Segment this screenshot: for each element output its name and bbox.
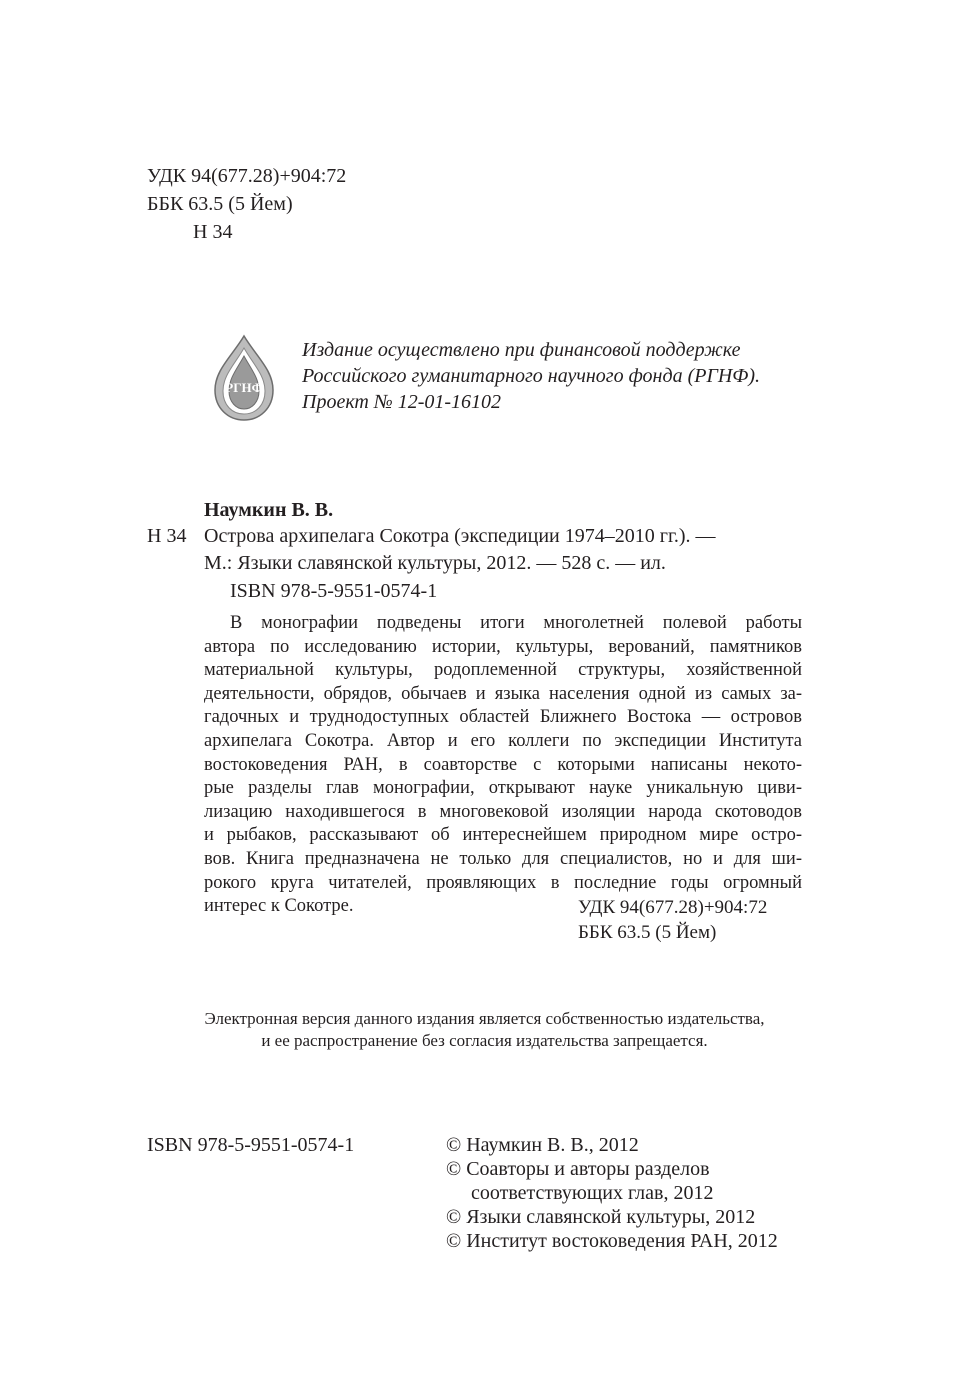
imprint-line: М.: Языки славянской культуры, 2012. — 528 с. — ил. xyxy=(204,552,666,574)
author-mark-top: Н 34 xyxy=(193,221,233,243)
udk-code-top: УДК 94(677.28)+904:72 xyxy=(147,165,347,187)
author-mark: Н 34 xyxy=(147,525,187,547)
notice-line: и ее распространение без согласия издательства запрещается. xyxy=(261,1031,708,1050)
notice-line: Электронная версия данного издания является собственностью издательства, xyxy=(204,1009,765,1028)
book-title-line: Острова архипелага Сокотра (экспедиции 1974–2010 гг.). — xyxy=(204,525,716,547)
copyright-notice xyxy=(0,1008,969,1052)
bbk-code-bottom: ББК 63.5 (5 Йем) xyxy=(578,922,717,943)
rgnf-logo-icon xyxy=(212,334,276,422)
footer-isbn: ISBN 978-5-9551-0574-1 xyxy=(147,1134,355,1156)
abstract-line: лизацию находившегося в многовековой изоляции народа скотоводов xyxy=(204,801,802,822)
abstract-line: востоковедения РАН, в соавторстве с которыми написаны некото- xyxy=(204,754,802,775)
copyright-line: соответствующих глав, 2012 xyxy=(471,1182,714,1204)
copyright-list xyxy=(446,1133,778,1253)
funding-statement xyxy=(302,337,760,415)
abstract-line: вов. Книга предназначена не только для специалистов, но и для ши- xyxy=(204,848,802,869)
abstract-line: рокого круга читателей, проявляющих в последние годы огромный xyxy=(204,872,802,893)
author-name: Наумкин В. В. xyxy=(204,499,334,521)
isbn-line: ISBN 978-5-9551-0574-1 xyxy=(230,580,438,602)
abstract-line: гадочных и труднодоступных областей Ближнего Востока — островов xyxy=(204,707,802,728)
rgnf-logo-text: РГНФ xyxy=(225,380,263,395)
abstract-line: деятельности, обрядов, обычаев и языка населения одной из самых за- xyxy=(204,683,802,704)
copyright-line: © Наумкин В. В., 2012 xyxy=(446,1134,639,1156)
abstract-line: архипелага Сокотра. Автор и его коллеги по экспедиции Института xyxy=(204,730,802,751)
abstract-line: автора по исследованию истории, культуры, верований, памятников xyxy=(204,636,802,657)
abstract-line: рые разделы глав монографии, открывают науке уникальную циви- xyxy=(204,778,802,799)
abstract xyxy=(204,612,802,919)
bbk-code-top: ББК 63.5 (5 Йем) xyxy=(147,193,293,215)
copyright-line: © Институт востоковедения РАН, 2012 xyxy=(446,1230,778,1252)
funding-line: Издание осуществлено при финансовой поддержке xyxy=(302,339,741,361)
funding-line: Проект № 12-01-16102 xyxy=(302,391,502,413)
abstract-line: В монографии подведены итоги многолетней полевой работы xyxy=(230,613,802,633)
copyright-line: © Соавторы и авторы разделов xyxy=(446,1158,710,1180)
abstract-line: материальной культуры, родоплеменной структуры, хозяйственной xyxy=(204,660,802,681)
abstract-line: и рыбаков, рассказывают об интереснейшем природном мире остро- xyxy=(204,825,802,846)
abstract-line: интерес к Сокотре. xyxy=(204,896,354,917)
udk-code-bottom: УДК 94(677.28)+904:72 xyxy=(578,897,768,918)
funding-line: Российского гуманитарного научного фонда (РГНФ). xyxy=(302,365,761,387)
copyright-line: © Языки славянской культуры, 2012 xyxy=(446,1206,756,1228)
